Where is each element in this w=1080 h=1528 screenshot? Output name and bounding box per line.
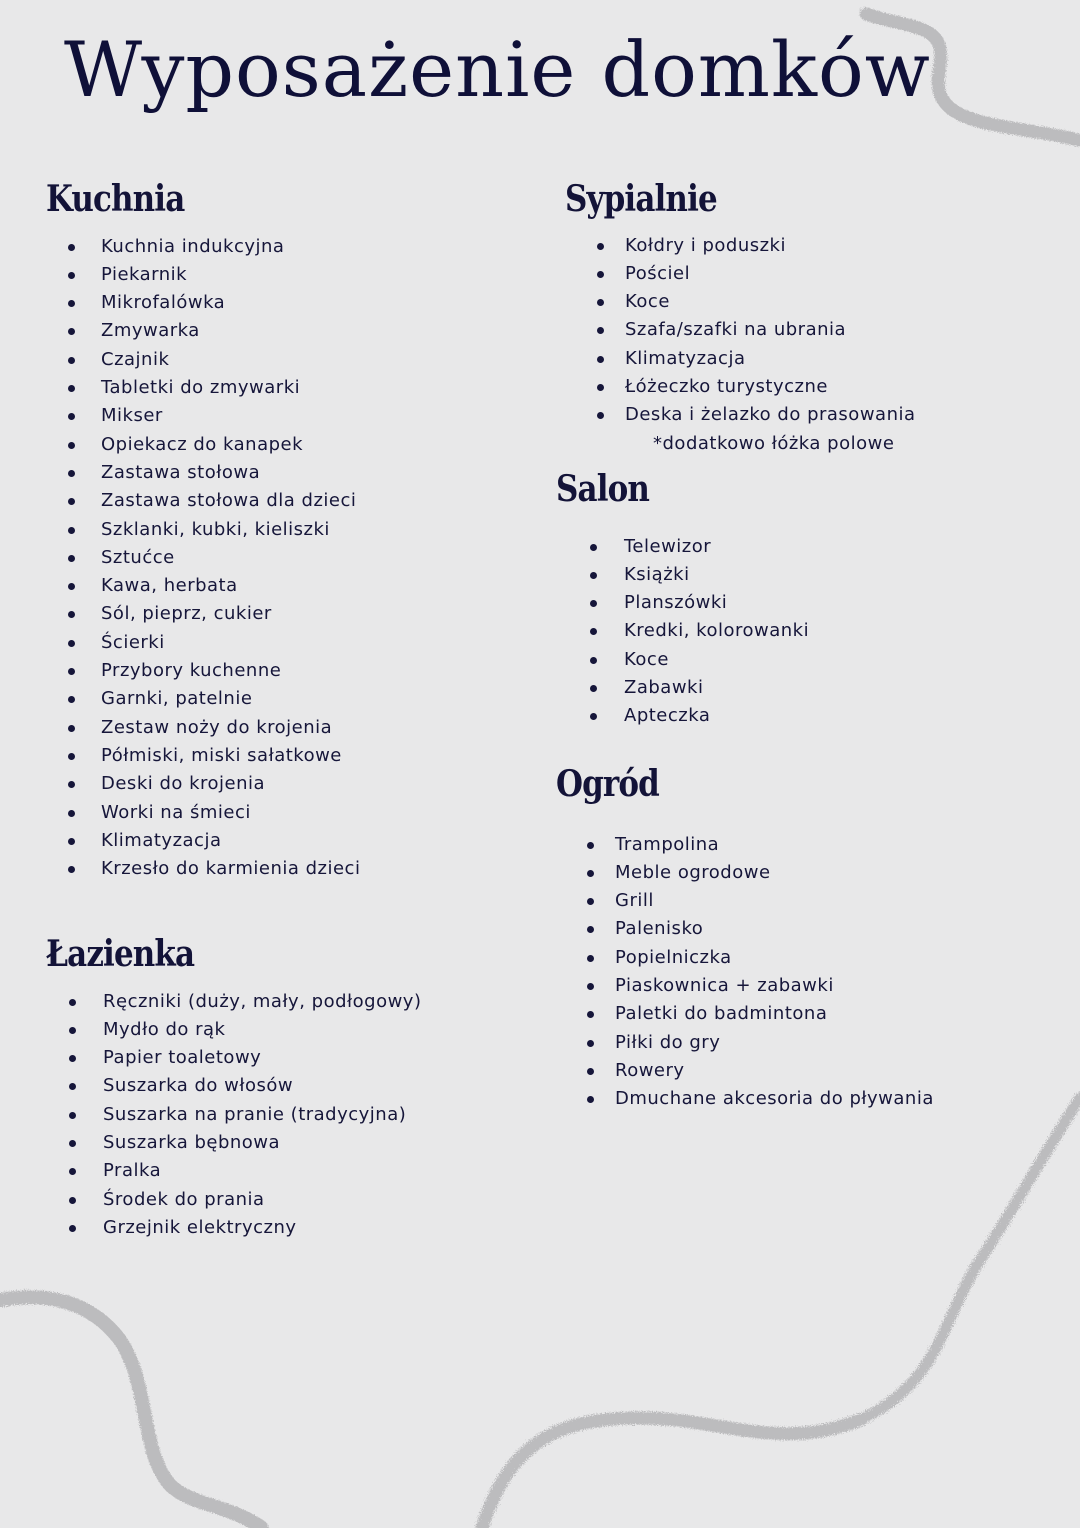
list-item: Sztućce	[101, 544, 360, 572]
list-item: Worki na śmieci	[101, 799, 360, 827]
list-item: Zestaw noży do krojenia	[101, 714, 360, 742]
right-stroke	[860, 1098, 1080, 1420]
section-heading-salon: Salon	[556, 468, 650, 510]
list-item: Pościel	[625, 260, 916, 288]
list-item: Tabletki do zmywarki	[101, 374, 360, 402]
list-item: Garnki, patelnie	[101, 685, 360, 713]
list-kuchnia	[46, 233, 360, 884]
section-sypialnie	[565, 180, 916, 458]
list-item: Telewizor	[624, 533, 809, 561]
list-item: Mydło do rąk	[103, 1016, 421, 1044]
list-item: Mikrofalówka	[101, 289, 360, 317]
section-salon	[556, 470, 809, 731]
list-item: Planszówki	[624, 589, 809, 617]
section-heading-kuchnia: Kuchnia	[46, 178, 185, 220]
list-item: Mikser	[101, 402, 360, 430]
list-item: Deski do krojenia	[101, 770, 360, 798]
list-item: Klimatyzacja	[625, 345, 916, 373]
list-item: Piekarnik	[101, 261, 360, 289]
list-item: Krzesło do karmienia dzieci	[101, 855, 360, 883]
list-item: Opiekacz do kanapek	[101, 431, 360, 459]
list-item: Trampolina	[615, 831, 934, 859]
list-item: Apteczka	[624, 702, 809, 730]
list-item: Zmywarka	[101, 317, 360, 345]
list-item: Sól, pieprz, cukier	[101, 600, 360, 628]
list-item: Klimatyzacja	[101, 827, 360, 855]
list-item: Ręczniki (duży, mały, podłogowy)	[103, 988, 421, 1016]
list-item: Suszarka na pranie (tradycyjna)	[103, 1101, 421, 1129]
list-item: Suszarka bębnowa	[103, 1129, 421, 1157]
list-item: Papier toaletowy	[103, 1044, 421, 1072]
list-item: Środek do prania	[103, 1186, 421, 1214]
list-item: Zastawa stołowa dla dzieci	[101, 487, 360, 515]
list-item: Zastawa stołowa	[101, 459, 360, 487]
list-item: Paletki do badmintona	[615, 1000, 934, 1028]
list-item: Grzejnik elektryczny	[103, 1214, 421, 1242]
list-item: Zabawki	[624, 674, 809, 702]
list-ogrod	[556, 831, 934, 1114]
list-item: Koce	[625, 288, 916, 316]
list-item: Ścierki	[101, 629, 360, 657]
section-heading-ogrod: Ogród	[556, 763, 659, 805]
list-item: Książki	[624, 561, 809, 589]
list-item: Piaskownica + zabawki	[615, 972, 934, 1000]
list-salon	[556, 533, 809, 731]
bottom-stroke	[482, 1418, 860, 1528]
list-item: Meble ogrodowe	[615, 859, 934, 887]
list-item: Rowery	[615, 1057, 934, 1085]
list-item: Koce	[624, 646, 809, 674]
list-item: Szafa/szafki na ubrania	[625, 316, 916, 344]
list-item: Piłki do gry	[615, 1029, 934, 1057]
list-item: Łóżeczko turystyczne	[625, 373, 916, 401]
list-item: Przybory kuchenne	[101, 657, 360, 685]
list-item: Szklanki, kubki, kieliszki	[101, 516, 360, 544]
list-item: Kredki, kolorowanki	[624, 617, 809, 645]
list-item: Kuchnia indukcyjna	[101, 233, 360, 261]
list-item: Palenisko	[615, 915, 934, 943]
list-item: Popielniczka	[615, 944, 934, 972]
section-kuchnia	[46, 180, 360, 883]
list-item: Kołdry i poduszki	[625, 232, 916, 260]
list-sypialnie	[565, 232, 916, 458]
list-item: Czajnik	[101, 346, 360, 374]
list-item: Grill	[615, 887, 934, 915]
page-title: Wyposażenie domków	[64, 25, 931, 114]
list-item: Suszarka do włosów	[103, 1072, 421, 1100]
list-item: Dmuchane akcesoria do pływania	[615, 1085, 934, 1113]
list-item: Kawa, herbata	[101, 572, 360, 600]
list-lazienka	[46, 988, 421, 1243]
section-heading-lazienka: Łazienka	[46, 933, 195, 975]
sypialnie-note: *dodatkowo łóżka polowe	[653, 432, 895, 454]
section-heading-sypialnie: Sypialnie	[565, 178, 717, 220]
section-lazienka	[46, 935, 421, 1242]
list-item: Półmiski, miski sałatkowe	[101, 742, 360, 770]
list-item: Deska i żelazko do prasowania	[625, 401, 916, 429]
left-stroke	[0, 1297, 262, 1528]
section-ogrod	[556, 765, 934, 1114]
list-item: Pralka	[103, 1157, 421, 1185]
